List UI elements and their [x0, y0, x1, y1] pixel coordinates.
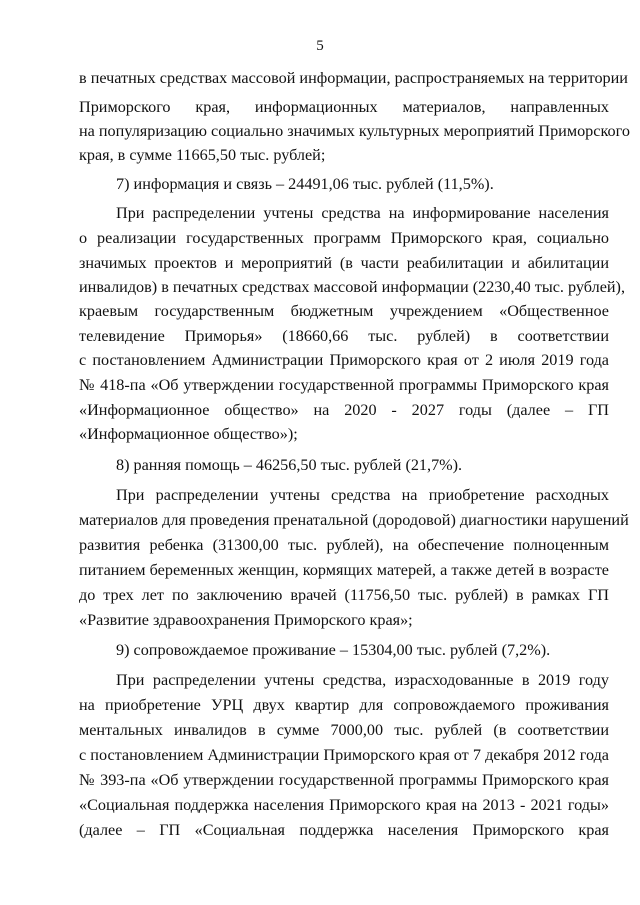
- text-line: «Социальная поддержка населения Приморского края на 2013 - 2021 годы»: [79, 796, 609, 814]
- text-line: с постановлением Администрации Приморского края от 2 июля 2019 года: [79, 351, 609, 369]
- text-line: значимых проектов и мероприятий (в части реабилитации и абилитации: [79, 254, 609, 272]
- text-line: № 418-па «Об утверждении государственной программы Приморского края: [79, 376, 609, 394]
- text-line: ментальных инвалидов в сумме 7000,00 тыс. рублей (в соответствии: [79, 721, 609, 739]
- text-line: (далее – ГП «Социальная поддержка населения Приморского края: [79, 821, 609, 839]
- text-line: в печатных средствах массовой информации, распространяемых на территории: [79, 69, 628, 87]
- text-line: При распределении учтены средства, израсходованные в 2019 году: [116, 671, 609, 689]
- text-line: инвалидов) в печатных средствах массовой информации (2230,40 тыс. рублей),: [79, 278, 625, 296]
- text-line: При распределении учтены средства на информирование населения: [116, 204, 609, 222]
- text-line: «Информационное общество» на 2020 - 2027 годы (далее – ГП: [79, 401, 609, 419]
- text-line: на популяризацию социально значимых культурных мероприятий Приморского: [79, 122, 630, 140]
- text-line: телевидение Приморья» (18660,66 тыс. рублей) в соответствии: [79, 327, 609, 345]
- text-line: Приморского края, информационных материалов, направленных: [79, 98, 609, 116]
- text-line: 9) сопровождаемое проживание – 15304,00 тыс. рублей (7,2%).: [116, 641, 551, 659]
- text-line: о реализации государственных программ Приморского края, социально: [79, 229, 609, 247]
- text-line: 8) ранняя помощь – 46256,50 тыс. рублей (21,7%).: [116, 456, 463, 474]
- text-line: развития ребенка (31300,00 тыс. рублей), на обеспечение полноценным: [79, 536, 609, 554]
- text-line: питанием беременных женщин, кормящих матерей, а также детей в возрасте: [79, 561, 609, 579]
- text-line: 7) информация и связь – 24491,06 тыс. рублей (11,5%).: [116, 175, 494, 193]
- text-line: «Развитие здравоохранения Приморского края»;: [79, 611, 413, 629]
- text-line: до трех лет по заключению врачей (11756,50 тыс. рублей) в рамках ГП: [79, 586, 609, 604]
- text-line: № 393-па «Об утверждении государственной программы Приморского края: [79, 771, 609, 789]
- text-line: При распределении учтены средства на приобретение расходных: [116, 486, 609, 504]
- text-line: «Информационное общество»);: [79, 425, 298, 443]
- page-number: 5: [316, 38, 324, 54]
- text-line: края, в сумме 11665,50 тыс. рублей;: [79, 146, 326, 164]
- text-line: материалов для проведения пренатальной (дородовой) диагностики нарушений: [79, 511, 629, 529]
- text-line: краевым государственным бюджетным учреждением «Общественное: [79, 302, 609, 320]
- text-line: с постановлением Администрации Приморского края от 7 декабря 2012 года: [79, 746, 609, 764]
- text-line: на приобретение УРЦ двух квартир для сопровождаемого проживания: [79, 696, 609, 714]
